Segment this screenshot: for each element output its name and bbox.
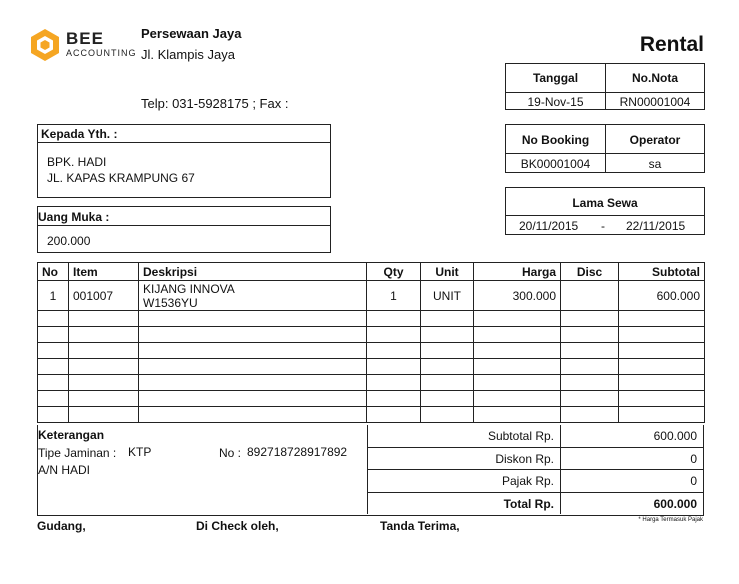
total-label: Total Rp. [503,497,554,511]
lama-sewa-label: Lama Sewa [572,196,638,210]
operator-label: Operator [629,133,681,147]
cell-harga: 300.000 [474,281,561,311]
table-row [38,281,705,311]
subtotal-value: 600.000 [653,429,697,443]
operator-value: sa [648,157,662,171]
lama-sewa-to: 22/11/2015 [626,219,686,233]
col-header-item: Item [69,263,139,281]
col-header-subtotal: Subtotal [619,263,705,281]
nota-value: RN00001004 [619,95,691,109]
tipe-jaminan-label: Tipe Jaminan : [38,446,117,460]
table-row-empty [38,327,705,343]
tanggal-label: Tanggal [532,71,579,85]
lama-sewa-box [505,187,705,235]
company-phone: Telp: 031-5928175 ; Fax : [141,96,289,111]
cell-disc [561,281,619,311]
uang-muka-value: 200.000 [47,234,91,248]
signature-gudang: Gudang, [37,519,86,533]
lama-sewa-from: 20/11/2015 [519,219,579,233]
customer-name: BPK. HADI [47,155,107,169]
cell-unit: UNIT [421,281,474,311]
table-row-empty [38,311,705,327]
footer-box [37,425,704,516]
items-table [37,262,705,423]
atas-nama: A/N HADI [38,463,91,477]
table-row-empty [38,391,705,407]
col-header-deskripsi: Deskripsi [139,263,367,281]
uang-muka-box [37,206,331,253]
bee-logo-icon [28,28,62,62]
cell-item: 001007 [69,281,139,311]
col-header-qty: Qty [367,263,421,281]
cell-subtotal: 600.000 [619,281,705,311]
document-title: Rental [639,33,704,56]
table-row-empty [38,343,705,359]
kepada-label: Kepada Yth. : [41,127,118,141]
uang-muka-label: Uang Muka : [38,210,110,224]
col-header-disc: Disc [561,263,619,281]
tanggal-value: 19-Nov-15 [527,95,584,109]
pajak-label: Pajak Rp. [501,474,554,488]
info-box-booking-operator [505,124,705,173]
logo-text-accounting: ACCOUNTING [66,48,137,58]
table-row-empty [38,375,705,391]
diskon-value: 0 [690,452,697,466]
signature-check: Di Check oleh, [196,519,279,533]
jaminan-no-label: No : [219,446,242,460]
info-box-tanggal-nota [505,63,705,110]
tax-note: * Harga Termasuk Pajak [638,517,703,523]
company-name: Persewaan Jaya [141,26,242,41]
keterangan-label: Keterangan [38,428,105,442]
signature-terima: Tanda Terima, [380,519,460,533]
logo-text-bee: BEE [66,29,104,48]
company-logo [28,28,138,64]
table-row-empty [38,407,705,423]
kepada-box [37,124,331,198]
table-row-empty [38,359,705,375]
customer-address: JL. KAPAS KRAMPUNG 67 [47,171,195,185]
desc-line-1: KIJANG INNOVA [143,281,235,296]
col-header-harga: Harga [474,263,561,281]
lama-sewa-separator: - [601,219,605,233]
desc-line-2: W1536YU [143,295,198,310]
cell-deskripsi [139,281,367,311]
nota-label: No.Nota [632,71,678,85]
table-header-row [38,263,705,281]
total-value: 600.000 [653,497,697,511]
subtotal-label: Subtotal Rp. [487,429,554,443]
diskon-label: Diskon Rp. [495,452,554,466]
pajak-value: 0 [690,474,697,488]
company-address: Jl. Klampis Jaya [141,47,235,62]
cell-no: 1 [38,281,69,311]
booking-label: No Booking [521,133,590,147]
col-header-unit: Unit [421,263,474,281]
col-header-no: No [38,263,69,281]
booking-value: BK00001004 [520,157,591,171]
jaminan-no-value: 892718728917892 [247,445,348,459]
tipe-jaminan-value: KTP [128,445,152,459]
cell-qty: 1 [367,281,421,311]
